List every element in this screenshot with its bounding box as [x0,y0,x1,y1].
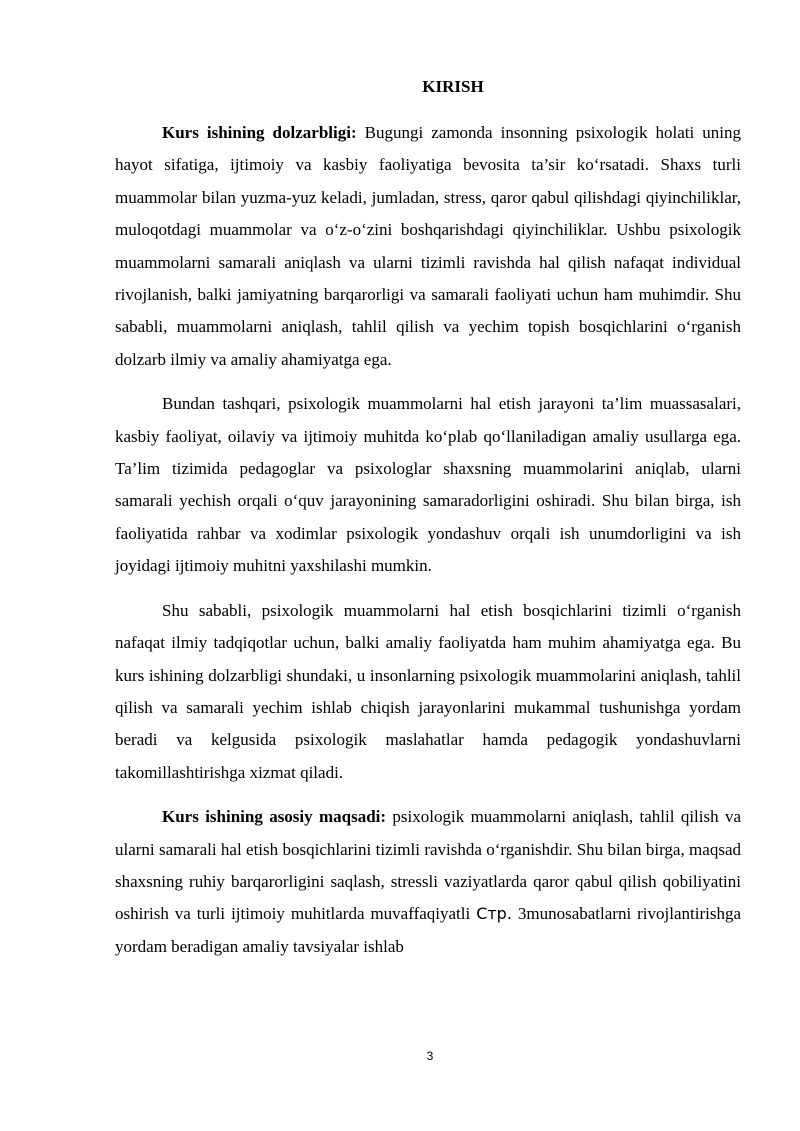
page-number: 3 [426,1049,434,1063]
paragraph-goal [115,801,741,963]
paragraph-text: Bundan tashqari, psixologik muammolarni hal etish jarayoni ta’lim muassasalari, kasbiy faoliyat, oilaviy va ijtimoiy muhitda ko‘plab qo‘llaniladigan amaliy usullarga ega. Ta’lim tizimida pedagoglar va psixologlar shaxsning muammolarini aniqlab, ularni samarali yechish orqali o‘quv jarayonining samaradorligini oshiradi. Shu bilan birga, ish faoliyatida rahbar va xodimlar psixologik yondashuv orqali ish unumdorligini va ish joyidagi ijtimoiy muhitni yaxshilashi mumkin. [115,394,741,576]
paragraph-text: Bugungi zamonda insonning psixologik holati uning hayot sifatiga, ijtimoiy va kasbiy faoliyatiga bevosita ta’sir ko‘rsatadi. Shaxs turli muammolar bilan yuzma-yuz keladi, jumladan, stress, qaror qabul qilishdagi qiyinchiliklar, muloqotdagi muammolar va o‘z-o‘zini boshqarishdagi qiyinchiliklar. Ushbu psixologik muammolarni samarali aniqlash va ularni tizimli ravishda hal qilish nafaqat individual rivojlanish, balki jamiyatning barqarorligi va samarali faoliyati uchun ham muhimdir. Shu sababli, muammolarni aniqlash, tahlil qilish va yechim topish bosqichlarini o‘rganish dolzarb ilmiy va amaliy ahamiyatga ega. [115,123,741,369]
page-stamp: Стр. [476,904,512,924]
paragraph-lead: Kurs ishining asosiy maqsadi: [162,807,387,827]
paragraph-relevance [115,117,741,376]
body-text [115,117,741,975]
page-title: KIRISH [422,77,484,96]
paragraph-text: psixologik muammolarni aniqlash, tahlil qilish va ularni samarali hal etish bosqichlarini tizimli ravishda o‘rganishdir. Shu bilan birga, maqsad shaxsning ruhiy barqarorligini saqlash, stressli vaziyatlarda qaror qabul qilish qobiliyatini oshirish va turli ijtimoiy muhitlarda muvaffaqiyatli [115,807,742,924]
paragraph-text: Shu sababli, psixologik muammolarni hal etish bosqichlarini tizimli o‘rganish nafaqat ilmiy tadqiqotlar uchun, balki amaliy faoliyatda ham muhim ahamiyatga ega. Bu kurs ishining dolzarbligi shundaki, u insonlarning psixologik muammolarini aniqlash, tahlil qilish va samarali yechim ishlab chiqish jarayonlarini mukammal tushunishga yordam beradi va kelgusida psixologik maslahatlar hamda pedagogik yondashuvlarni takomillashtirishga xizmat qiladi. [115,600,741,782]
paragraph-lead: Kurs ishining dolzarbligi: [162,123,357,142]
paragraph-application [115,388,741,582]
paragraph-text-continued: 3munosabatlarni rivojlantirishga yordam beradigan amaliy tavsiyalar ishlab [115,904,741,956]
paragraph-importance [115,595,741,789]
